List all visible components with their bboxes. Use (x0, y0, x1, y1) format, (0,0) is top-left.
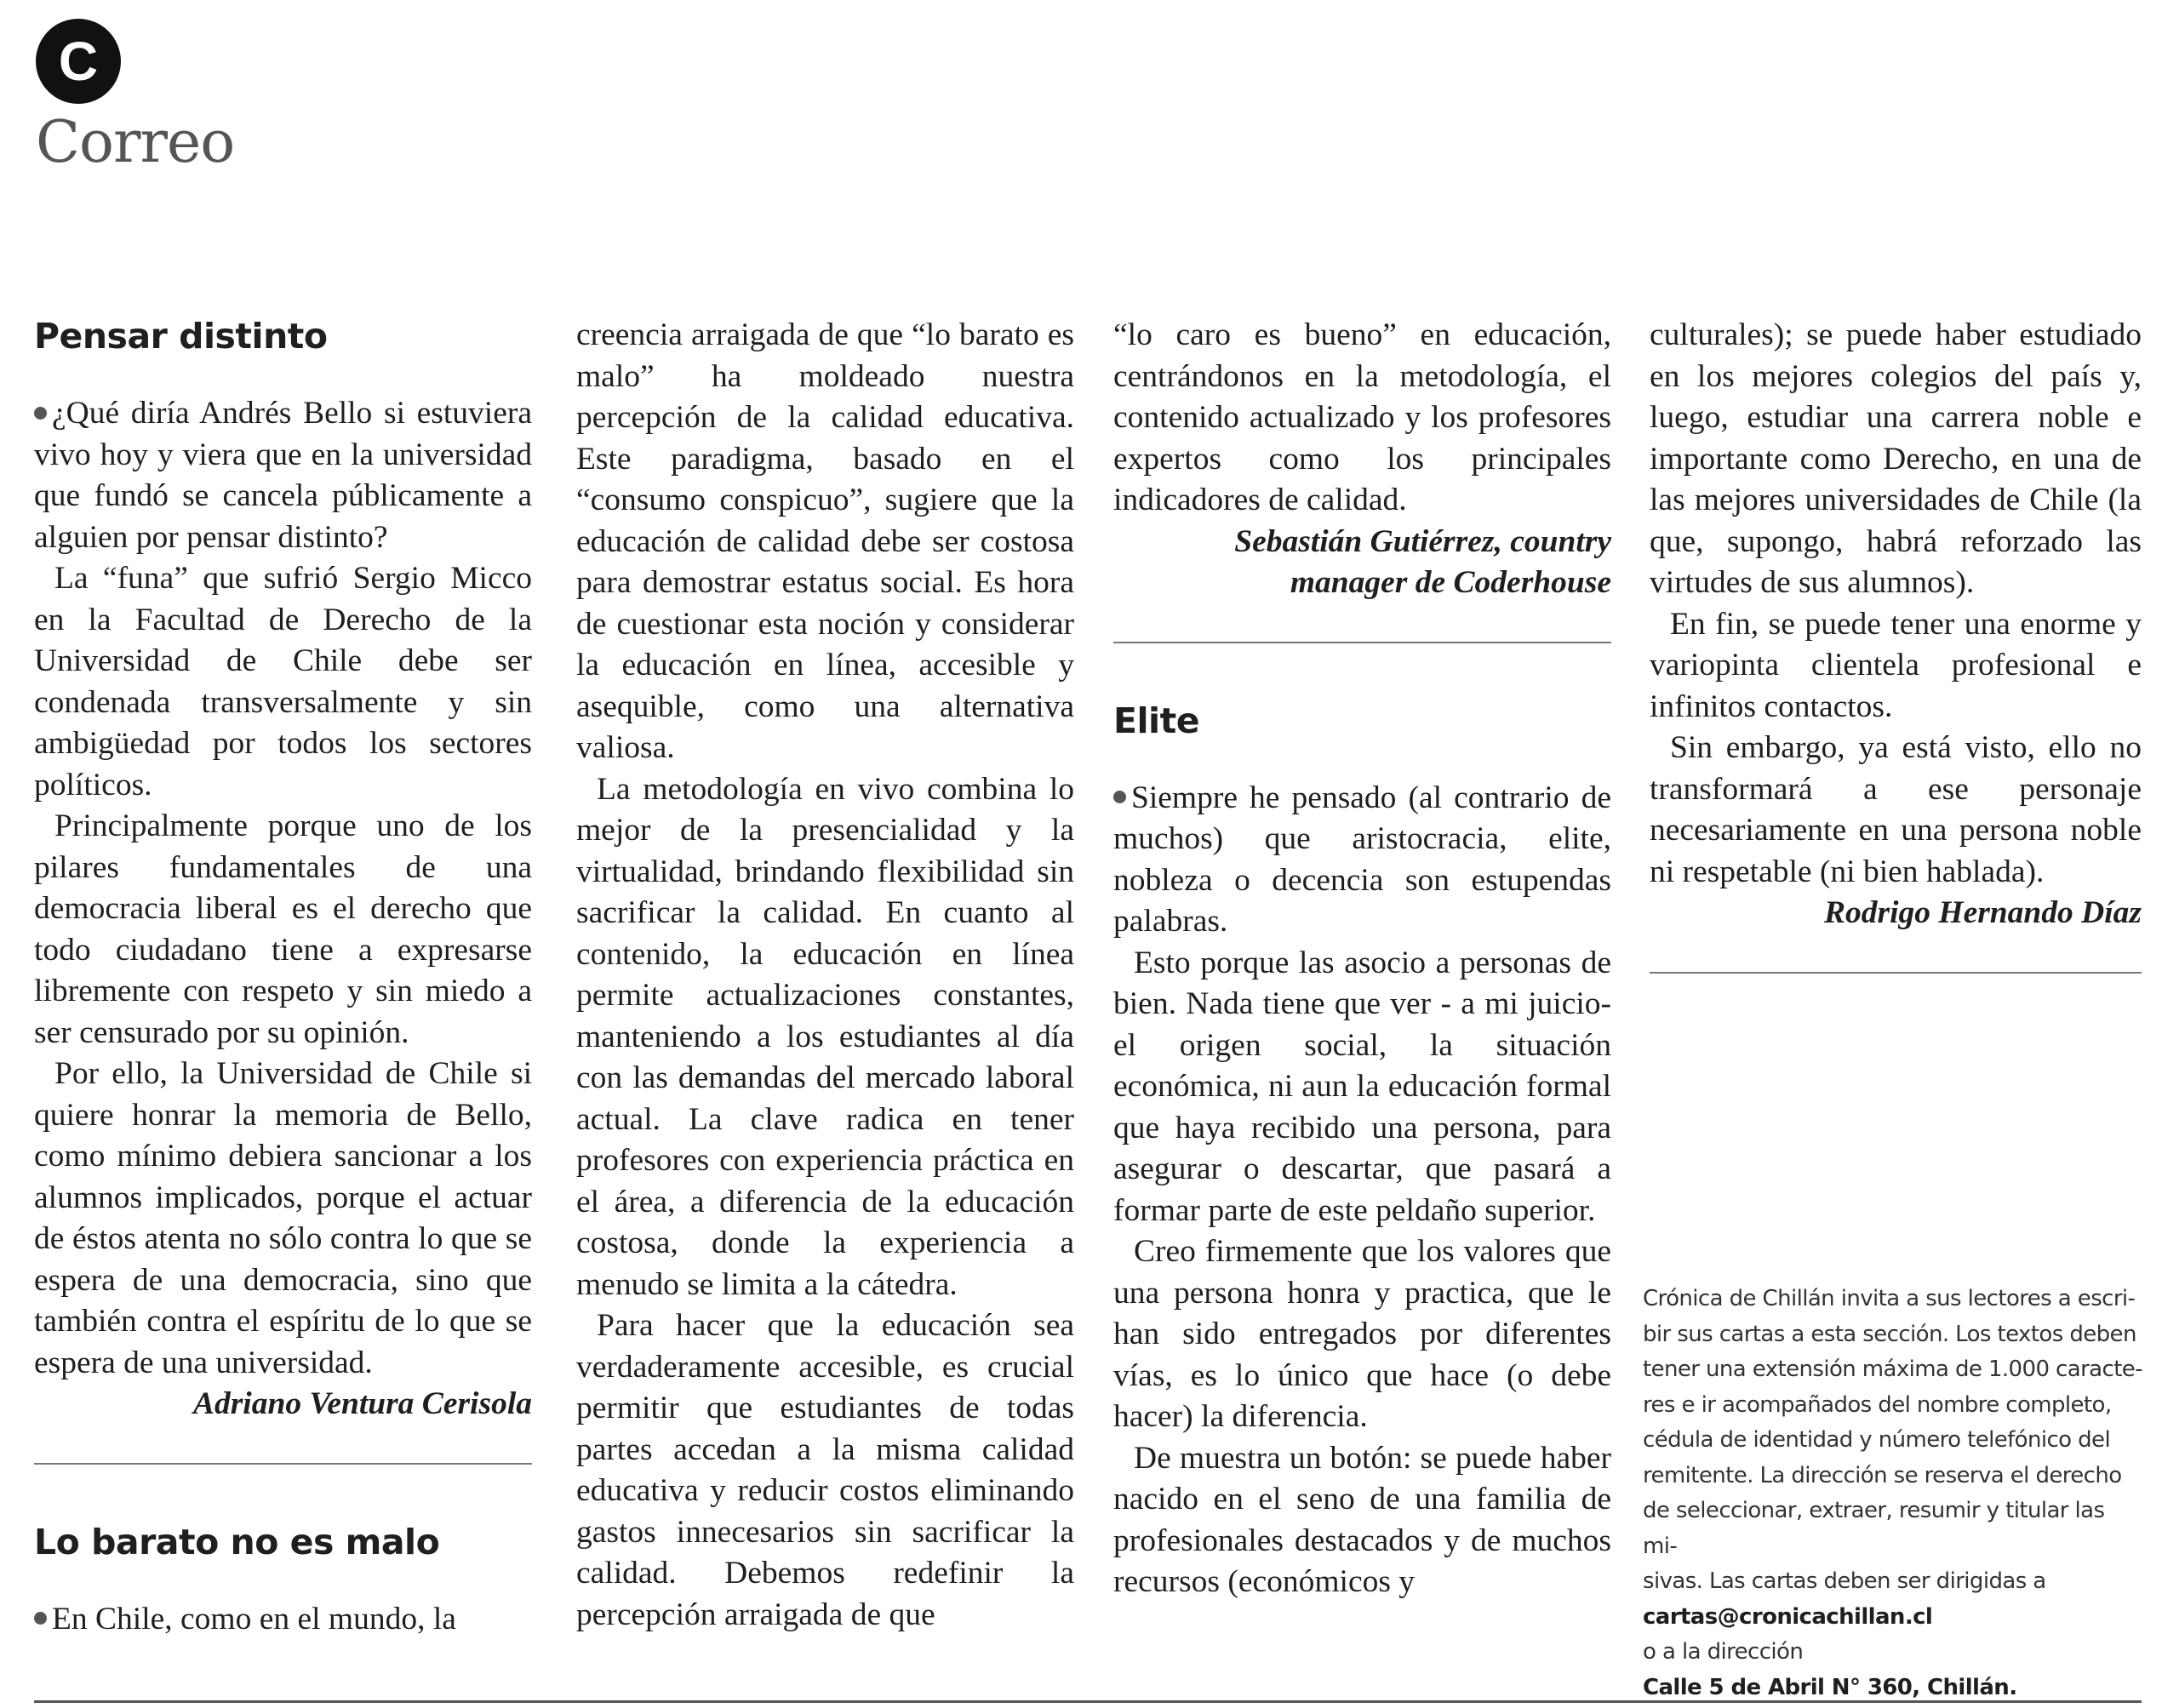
submission-note (1643, 1282, 2145, 1705)
postal-address: Calle 5 de Abril N° 360, Chillán. (1643, 1674, 2017, 1700)
paragraph-text: En Chile, como en el mundo, la (52, 1601, 456, 1637)
paragraph: Principalmente porque uno de los pilares fundamentales de una democracia liberal es el derecho que todo ciudadano tiene a expresarse libremente con respeto y sin miedo a ser censurado por su opinión. (34, 808, 532, 1050)
paragraph: Creo firmemente que los valores que una persona honra y practica, que le han sido entregados por diferentes vías, es lo único que hace (o debe hacer) la diferencia. (1113, 1234, 1611, 1434)
paragraph (1113, 778, 1611, 943)
note-line: tener una extensión máxima de 1.000 caracte- (1643, 1357, 2142, 1382)
note-line: bir sus cartas a esta sección. Los textos deben (1643, 1321, 2136, 1347)
paragraph: Para hacer que la educación sea verdaderamente accesible, es crucial permitir que estudiantes de todas partes accedan a la misma calidad educativa y reducir costos eliminando gastos innecesarios sin sacrificar la calidad. Debemos redefinir la percepción arraigada de que (576, 1308, 1074, 1632)
paragraph (34, 1599, 532, 1641)
note-line: sivas. Las cartas deben ser dirigidas a (1643, 1568, 2046, 1594)
email-address: cartas@cronicachillan.cl (1643, 1603, 1933, 1630)
address-label: o a la dirección (1643, 1639, 1804, 1665)
signature: Sebastián Gutiérrez, country manager de Coderhouse (1234, 523, 1611, 600)
column-4 (1650, 315, 2142, 1030)
paragraph: En fin, se puede tener una enorme y variopinta clientela profesional e infinitos contactos. (1650, 606, 2142, 724)
column-2 (576, 315, 1074, 1636)
paragraph: Por ello, la Universidad de Chile si quiere honrar la memoria de Bello, como mínimo debiera sancionar a los alumnos implicados, porque el actuar de éstos atenta no sólo contra lo que se espera de una democracia, sino que también contra el espíritu de lo que se espera de una universidad. (34, 1056, 532, 1380)
column-1 (34, 315, 532, 1640)
bullet-icon (1113, 791, 1126, 803)
note-line: remitente. La dirección se reserva el derecho (1643, 1462, 2122, 1488)
note-line: de seleccionar, extraer, resumir y titular las mi- (1643, 1498, 2105, 1559)
divider (34, 1463, 532, 1465)
paragraph-text: ¿Qué diría Andrés Bello si estuviera vivo hoy y viera que en la universidad que fundó se cancela públicamente a alguien por pensar distinto? (34, 396, 532, 555)
letter-title-pensar: Pensar distinto (34, 316, 328, 357)
footer-divider (34, 1700, 2142, 1703)
paragraph (34, 393, 532, 558)
divider (1113, 642, 1611, 643)
divider (1650, 972, 2142, 974)
note-line: res e ir acompañados del nombre completo, (1643, 1391, 2112, 1418)
section-logo: C (36, 19, 121, 104)
paragraph: De muestra un botón: se puede haber nacido en el seno de una familia de profesionales destacados y de muchos recursos (económicos y (1113, 1440, 1611, 1599)
paragraph-text: Siempre he pensado (al contrario de muchos) que aristocracia, elite, nobleza o decencia son estupendas palabras. (1113, 780, 1611, 939)
paragraph: La metodología en vivo combina lo mejor de la presencialidad y la virtualidad, brindando flexibilidad sin sacrificar la calidad. En cuanto al contenido, la educación en línea permite actualizaciones constantes, manteniendo a los estudiantes al día con las demandas del mercado laboral actual. La clave radica en tener profesores con experiencia práctica en el área, a diferencia de la educación costosa, donde la experiencia a menudo se limita a la cátedra. (576, 771, 1074, 1302)
column-3 (1113, 315, 1611, 1603)
paragraph: Esto porque las asocio a personas de bien. Nada tiene que ver - a mi juicio- el origen social, la situación económica, ni aun la educación formal que haya recibido una persona, para asegurar o descartar, que pasará a formar parte de este peldaño superior. (1113, 945, 1611, 1228)
paragraph: culturales); se puede haber estudiado en los mejores colegios del país y, luego, estudiar una carrera noble e importante como Derecho, en una de las mejores universidades de Chile (la que, supongo, habrá reforzado las virtudes de sus alumnos). (1650, 317, 2142, 600)
signature: Adriano Ventura Cerisola (192, 1386, 532, 1421)
paragraph: La “funa” que sufrió Sergio Micco en la Facultad de Derecho de la Universidad de Chile debe ser condenada transversalmente y sin ambigüedad por todos los sectores políticos. (34, 561, 532, 803)
paragraph: Sin embargo, ya está visto, ello no transformará a ese personaje necesariamente en una persona noble ni respetable (ni bien hablada). (1650, 730, 2142, 889)
note-line: cédula de identidad y número telefónico del (1643, 1427, 2111, 1453)
letter-title-barato: Lo barato no es malo (34, 1521, 440, 1562)
letter-title-elite: Elite (1113, 700, 1200, 741)
section-title: Correo (36, 109, 235, 176)
bullet-icon (34, 1612, 47, 1625)
note-line: Crónica de Chillán invita a sus lectores a escri- (1643, 1286, 2136, 1311)
paragraph: creencia arraigada de que “lo barato es malo” ha moldeado nuestra percepción de la calidad educativa. Este paradigma, basado en el “consumo conspicuo”, sugiere que la educación de calidad debe ser costosa para demostrar estatus social. Es hora de cuestionar esta noción y considerar la educación en línea, accesible y asequible, como una alternativa valiosa. (576, 317, 1074, 765)
paragraph: “lo caro es bueno” en educación, centrándonos en la metodología, el contenido actualizado y los profesores expertos como los principales indicadores de calidad. (1113, 317, 1611, 517)
signature: Rodrigo Hernando Díaz (1824, 895, 2142, 930)
bullet-icon (34, 407, 47, 420)
